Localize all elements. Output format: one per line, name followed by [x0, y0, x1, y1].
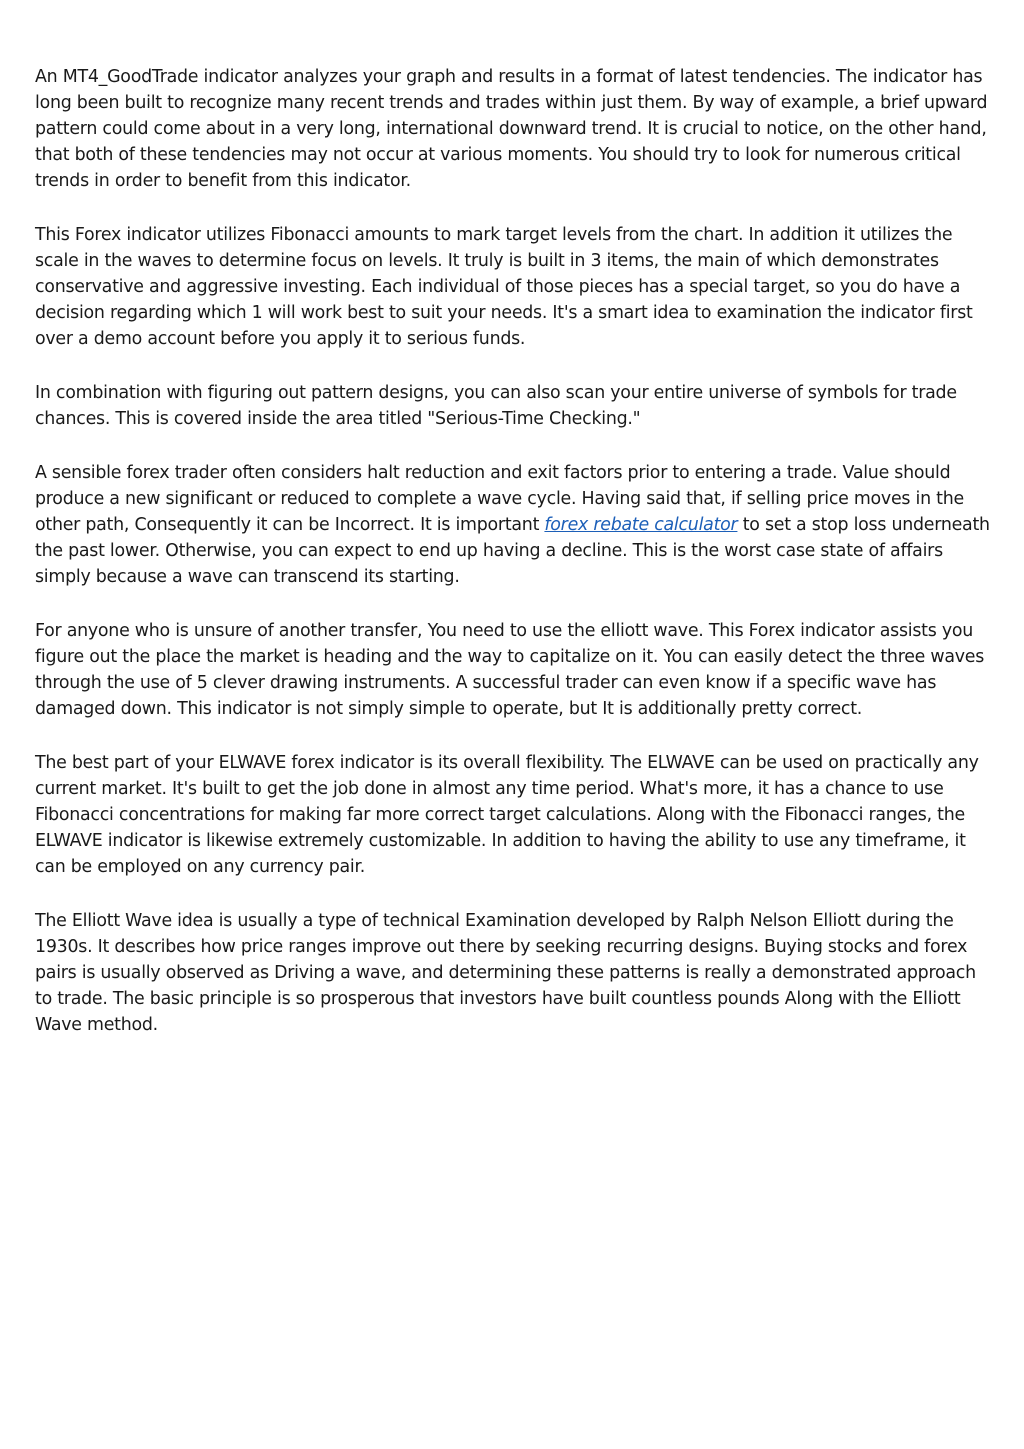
paragraph-elliott-wave-theory: The Elliott Wave idea is usually a type of technical Examination developed by Ralph Nelson Elliott during the 1930s. It describes how price ranges improve out there by seeking recurring designs. Buying stocks and forex pairs is usually observed as Driving a wave, and determining these patterns is really a demonstrated approach to trade. The basic principle is so prosperous that investors have built countless pounds Along with the Elliott Wave method. [35, 911, 976, 1035]
paragraph-stop-loss-text-before: A sensible forex trader often considers halt reduction and exit factors prior to entering a trade. Value should produce a new significant or reduced to complete a wave cycle. Having said that, if selling price moves in the other path, Consequently it can be Incorrect. It is important [35, 463, 964, 535]
paragraph-mt4-goodtrade: An MT4_GoodTrade indicator analyzes your graph and results in a format of latest tendencies. The indicator has long been built to recognize many recent trends and trades within just them. By way of example, a brief upward pattern could come about in a very long, international downward trend. It is crucial to notice, on the other hand, that both of these tendencies may not occur at various moments. You should try to look for numerous critical trends in order to benefit from this indicator. [35, 67, 988, 191]
paragraph-elwave-flexibility: The best part of your ELWAVE forex indicator is its overall flexibility. The ELWAVE can be used on practically any current market. It's built to get the job done in almost any time period. What's more, it has a chance to use Fibonacci concentrations for making far more correct target calculations. Along with the Fibonacci ranges, the ELWAVE indicator is likewise extremely customizable. In addition to having the ability to use any timeframe, it can be employed on any currency pair. [35, 753, 979, 877]
paragraph-fibonacci-levels: This Forex indicator utilizes Fibonacci amounts to mark target levels from the chart. In addition it utilizes the scale in the waves to determine focus on levels. It truly is built in 3 items, the main of which demonstrates conservative and aggressive investing. Each individual of those pieces has a special target, so you do have a decision regarding which 1 will work best to suit your needs. It's a smart idea to examination the indicator first over a demo account before you apply it to serious funds. [35, 225, 973, 349]
paragraph-stop-loss-text-after: to set a stop loss underneath the past lower. Otherwise, you can expect to end up having a decline. This is the worst case state of affairs simply because a wave can transcend its starting. [35, 515, 990, 587]
forex-rebate-calculator-link[interactable]: forex rebate calculator [544, 515, 738, 535]
paragraph-stop-loss [35, 460, 995, 590]
paragraph-elliott-wave-usage: For anyone who is unsure of another transfer, You need to use the elliott wave. This Forex indicator assists you figure out the place the market is heading and the way to capitalize on it. You can easily detect the three waves through the use of 5 clever drawing instruments. A successful trader can even know if a specific wave has damaged down. This indicator is not simply simple to operate, but It is additionally pretty correct. [35, 621, 985, 719]
document-body [35, 64, 995, 1066]
paragraph-pattern-scanning: In combination with figuring out pattern designs, you can also scan your entire universe of symbols for trade chances. This is covered inside the area titled "Serious-Time Checking." [35, 383, 957, 429]
